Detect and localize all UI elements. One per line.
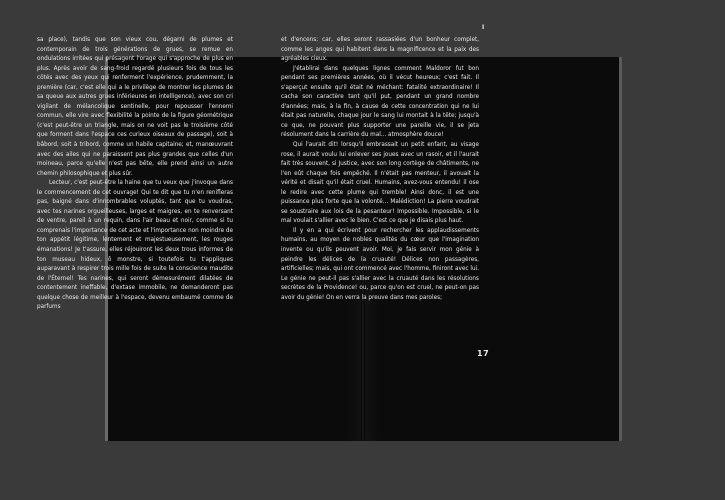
paragraph: et d'encens; car, elles seront rassasiées d'un bonheur complet, comme les anges qui habitent dans la magnificence et la paix des agréables cieux. [281,37,479,63]
right-text-column [281,36,479,303]
right-page-edge [619,57,622,441]
paragraph: Il y en a qui écrivent pour rechercher les applaudissements humains, au moyen de nobles qualités du cœur que l'imagination invente ou qu'ils peuvent avoir. Moi, je fais servir mon génie à peindre les délices de la cruauté! Délices non passagères, artificielles; mais, qui ont commencé avec l'homme, finiront avec lui. Le génie ne peut-il pas s'allier avec la cruauté dans les résolutions secrètes de la Providence! ou, parce qu'on est cruel, ne peut-on pas avoir du génie! On en verra la preuve dans mes paroles; [281,227,479,301]
paragraph: J'établirai dans quelques lignes comment Maldoror fut bon pendant ses premières années, où il vécut heureux; c'est fait. Il s'aperçut ensuite qu'il était né méchant: fatalité extraordinaire! Il cacha son caractère tant qu'il put, pendant un grand nombre d'années; mais, à la fin, à cause de cette concentration qui ne lui était pas naturelle, chaque jour le sang lui montait à la tête; jusqu'à ce que, ne pouvant plus supporter une pareille vie, il se jeta résolument dans la carrière du mal... atmosphère douce! [281,65,479,139]
left-text-column [37,36,233,313]
paragraph: Qui l'aurait dit! lorsqu'il embrassait un petit enfant, au visage rose, il aurait voulu lui enlever ses joues avec un rasoir, et il l'aurait fait très souvent, si Justice, avec son long cortège de châtiments, ne l'en eût chaque fois empêché. Il n'était pas menteur, il avouait la vérité et disait qu'il était cruel. Humains, avez-vous entendu! il ose le redire avec cette plume qui tremble! Ainsi donc, il est une puissance plus forte que la volonté... Malédiction! La pierre voudrait se soustraire aux lois de la pesanteur! Impossible. Impossible, si le mal voulait s'allier avec le bien. C'est ce que je disais plus haut. [281,142,479,225]
running-head: I [482,24,485,31]
paragraph: sa place), tandis que son vieux cou, dégarni de plumes et contemporain de trois générations de grues, se remue en ondulations irritées qui présagent l'orage qui s'approche de plus en plus. Après avoir de sang-froid regardé plusieurs fois de tous les côtés avec des yeux qui renferment l'expérience, prudemment, la première (car, c'est elle qui a le privilège de montrer les plumes de sa queue aux autres grues inférieures en intelligence), avec son cri vigilant de mélancolique sentinelle, pour repousser l'ennemi commun, elle vire avec flexibilité la pointe de la figure géométrique (c'est peut-être un triangle, mais on ne voit pas le troisième côté que forment dans l'espace ces curieux oiseaux de passage), soit à bâbord, soit à tribord, comme un habile capitaine; et, manœuvrant avec des ailes qui ne paraissent pas plus grandes que celles d'un moineau, parce qu'elle n'est pas bête, elle prend ainsi un autre chemin philosophique et plus sûr. [37,37,233,177]
page-number: 17 [477,349,490,358]
paragraph: Lecteur, c'est peut-être la haine que tu veux que j'invoque dans le commencement de cet ouvrage! Qui te dit que tu n'en renifleras pas, baigné dans d'innombrables voluptés, tant que tu voudras, avec tes narines orgueilleuses, larges et maigres, en te renversant de ventre, pareil à un requin, dans l'air beau et noir, comme si tu comprenais l'importance de cet acte et l'importance non moindre de ton appétit légitime, lentement et majestueusement, les rouges émanations! Je t'assure, elles réjouiront les deux trous informes de ton museau hideux, ô monstre, si toutefois tu t'appliques auparavant à respirer trois mille fois de suite la conscience maudite de l'Éternel! Tes narines, qui seront démesurément dilatées de contentement ineffable, d'extase immobile, ne demanderont pas quelque chose de meilleur à l'espace, devenu embaumé comme de parfums [37,180,234,311]
